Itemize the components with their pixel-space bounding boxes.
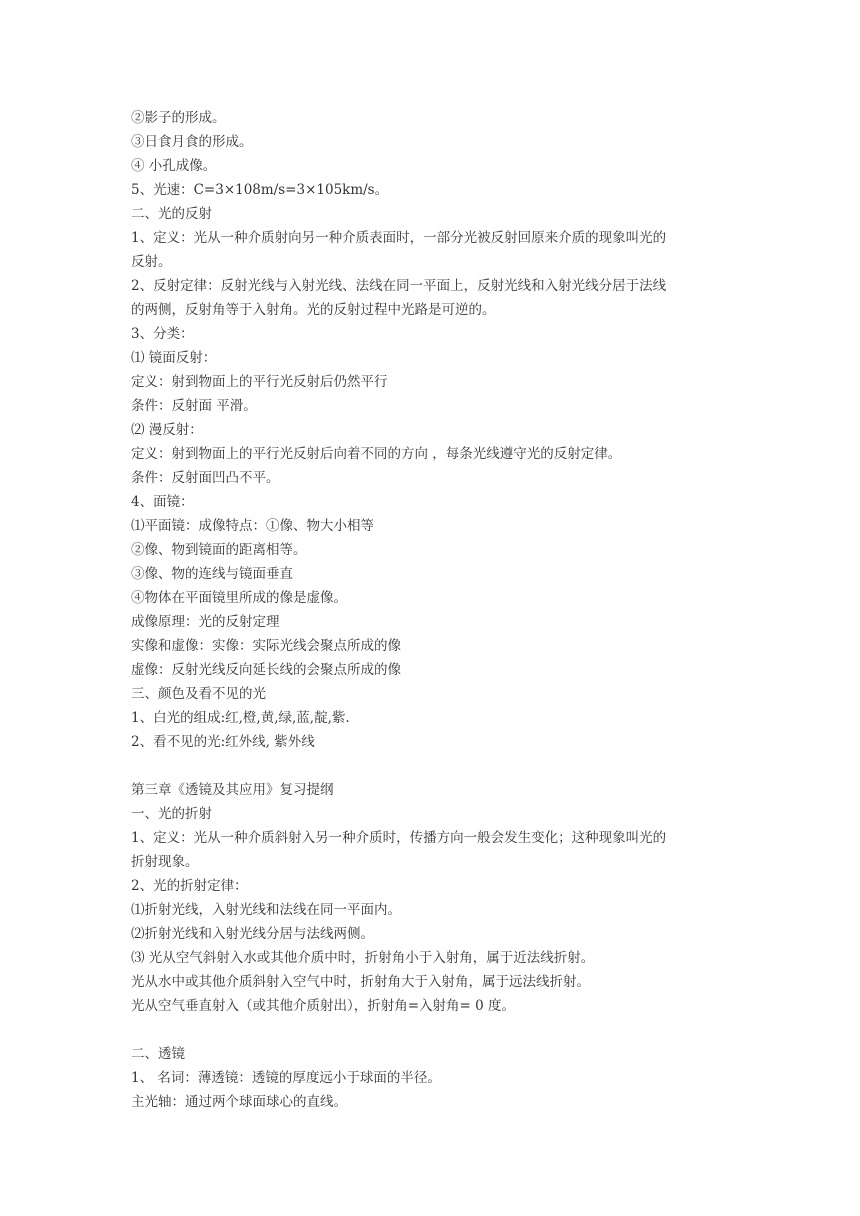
- section-heading: 一、光的折射: [131, 806, 212, 822]
- text-line: 1、白光的组成:红,橙,黄,绿,蓝,靛,紫.: [131, 710, 350, 726]
- text-line: 1、定义：光从一种介质射向另一种介质表面时，一部分光被反射回原来介质的现象叫光的: [131, 230, 667, 246]
- text-line: 成像原理：光的反射定理: [131, 614, 280, 630]
- text-line: 实像和虚像：实像：实际光线会聚点所成的像: [131, 638, 401, 654]
- chapter-title: 第三章《透镜及其应用》复习提纲: [131, 782, 334, 798]
- text-line: 5、光速：C=3×108m/s=3×105km/s。: [131, 182, 389, 198]
- text-line: 2、反射定律：反射光线与入射光线、法线在同一平面上，反射光线和入射光线分居于法线: [131, 278, 667, 294]
- text-line: 光从空气垂直射入（或其他介质射出），折射角=入射角= 0 度。: [131, 998, 516, 1014]
- section-heading: 二、光的反射: [131, 206, 212, 222]
- section-heading: 二、透镜: [131, 1046, 185, 1062]
- text-line: 反射。: [131, 254, 172, 270]
- text-line: ③像、物的连线与镜面垂直: [131, 566, 293, 582]
- text-line: 2、看不见的光:红外线, 紫外线: [131, 734, 315, 750]
- text-line: 主光轴：通过两个球面球心的直线。: [131, 1094, 347, 1110]
- text-line: ⑴折射光线，入射光线和法线在同一平面内。: [131, 902, 401, 918]
- text-line: 1、 名词：薄透镜：透镜的厚度远小于球面的半径。: [131, 1070, 441, 1086]
- text-line: 光从水中或其他介质斜射入空气中时，折射角大于入射角，属于远法线折射。: [131, 974, 590, 990]
- text-line: 1、定义：光从一种介质斜射入另一种介质时，传播方向一般会发生变化；这种现象叫光的: [131, 830, 667, 846]
- section-heading: 三、颜色及看不见的光: [131, 686, 266, 702]
- text-line: ⑴ 镜面反射：: [131, 350, 217, 366]
- document-page: [131, 106, 741, 1114]
- text-line: ④物体在平面镜里所成的像是虚像。: [131, 590, 347, 606]
- text-line: ③日食月食的形成。: [131, 134, 253, 150]
- text-line: ⑴平面镜：成像特点：①像、物大小相等: [131, 518, 374, 534]
- text-line: ②影子的形成。: [131, 110, 226, 126]
- text-line: 条件：反射面 平滑。: [131, 398, 257, 414]
- text-line: 4、面镜：: [131, 494, 194, 510]
- text-line: ④ 小孔成像。: [131, 158, 217, 174]
- text-line: 虚像：反射光线反向延长线的会聚点所成的像: [131, 662, 401, 678]
- text-line: 条件：反射面凹凸不平。: [131, 470, 280, 486]
- text-line: ⑵ 漫反射：: [131, 422, 203, 438]
- blank-line: [131, 754, 741, 778]
- text-line: 的两侧，反射角等于入射角。光的反射过程中光路是可逆的。: [131, 302, 496, 318]
- text-line: 定义：射到物面上的平行光反射后仍然平行: [131, 374, 388, 390]
- text-line: 3、分类：: [131, 326, 194, 342]
- text-line: 定义：射到物面上的平行光反射后向着不同的方向 ，每条光线遵守光的反射定律。: [131, 446, 622, 462]
- text-line: ⑵折射光线和入射光线分居与法线两侧。: [131, 926, 374, 942]
- text-line: 2、光的折射定律：: [131, 878, 248, 894]
- text-line: ②像、物到镜面的距离相等。: [131, 542, 307, 558]
- text-line: 折射现象。: [131, 854, 199, 870]
- blank-line: [131, 1018, 741, 1042]
- text-line: ⑶ 光从空气斜射入水或其他介质中时，折射角小于入射角，属于近法线折射。: [131, 950, 595, 966]
